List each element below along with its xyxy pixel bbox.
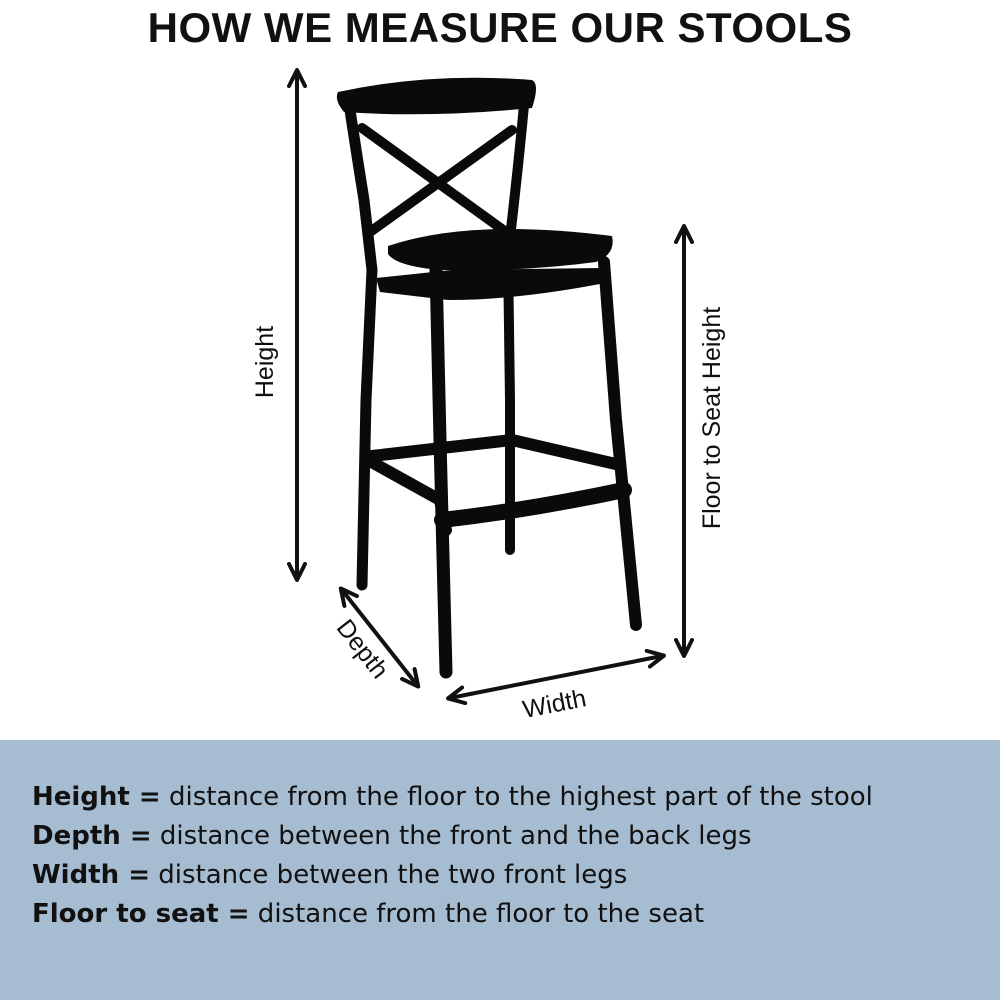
definition-text: distance from the floor to the seat bbox=[249, 899, 705, 929]
stool-footrest-front bbox=[442, 490, 624, 520]
definition-text: distance between the two front legs bbox=[149, 860, 628, 890]
page-title: HOW WE MEASURE OUR STOOLS bbox=[147, 4, 853, 51]
definition-height bbox=[32, 782, 873, 812]
stool-backrest-top bbox=[337, 78, 536, 115]
stool-front-leg-left bbox=[436, 268, 446, 672]
definition-term: Floor to seat = bbox=[32, 899, 250, 929]
definition-width bbox=[32, 860, 627, 890]
stool-seat bbox=[388, 229, 613, 270]
definition-text: distance from the floor to the highest part of the stool bbox=[160, 782, 873, 812]
stool-image bbox=[337, 78, 636, 672]
definition-text: distance between the front and the back legs bbox=[151, 821, 752, 851]
definitions-panel bbox=[0, 740, 1000, 1000]
height-label: Height bbox=[251, 325, 279, 399]
stool-seat-ring bbox=[376, 268, 610, 300]
stool-back-leg-left bbox=[350, 110, 372, 585]
stool-back-leg-right bbox=[508, 105, 524, 550]
definition-depth bbox=[32, 821, 752, 851]
stool-front-leg-right bbox=[604, 262, 636, 625]
definition-term: Depth = bbox=[32, 821, 152, 851]
definition-term: Height = bbox=[32, 782, 161, 812]
definition-term: Width = bbox=[32, 860, 150, 890]
definition-floor-to-seat bbox=[32, 899, 704, 929]
stool-footrest-back bbox=[372, 440, 620, 465]
depth-label: Depth bbox=[330, 614, 394, 684]
width-label: Width bbox=[520, 684, 589, 724]
floor-to-seat-label: Floor to Seat Height bbox=[698, 306, 726, 530]
